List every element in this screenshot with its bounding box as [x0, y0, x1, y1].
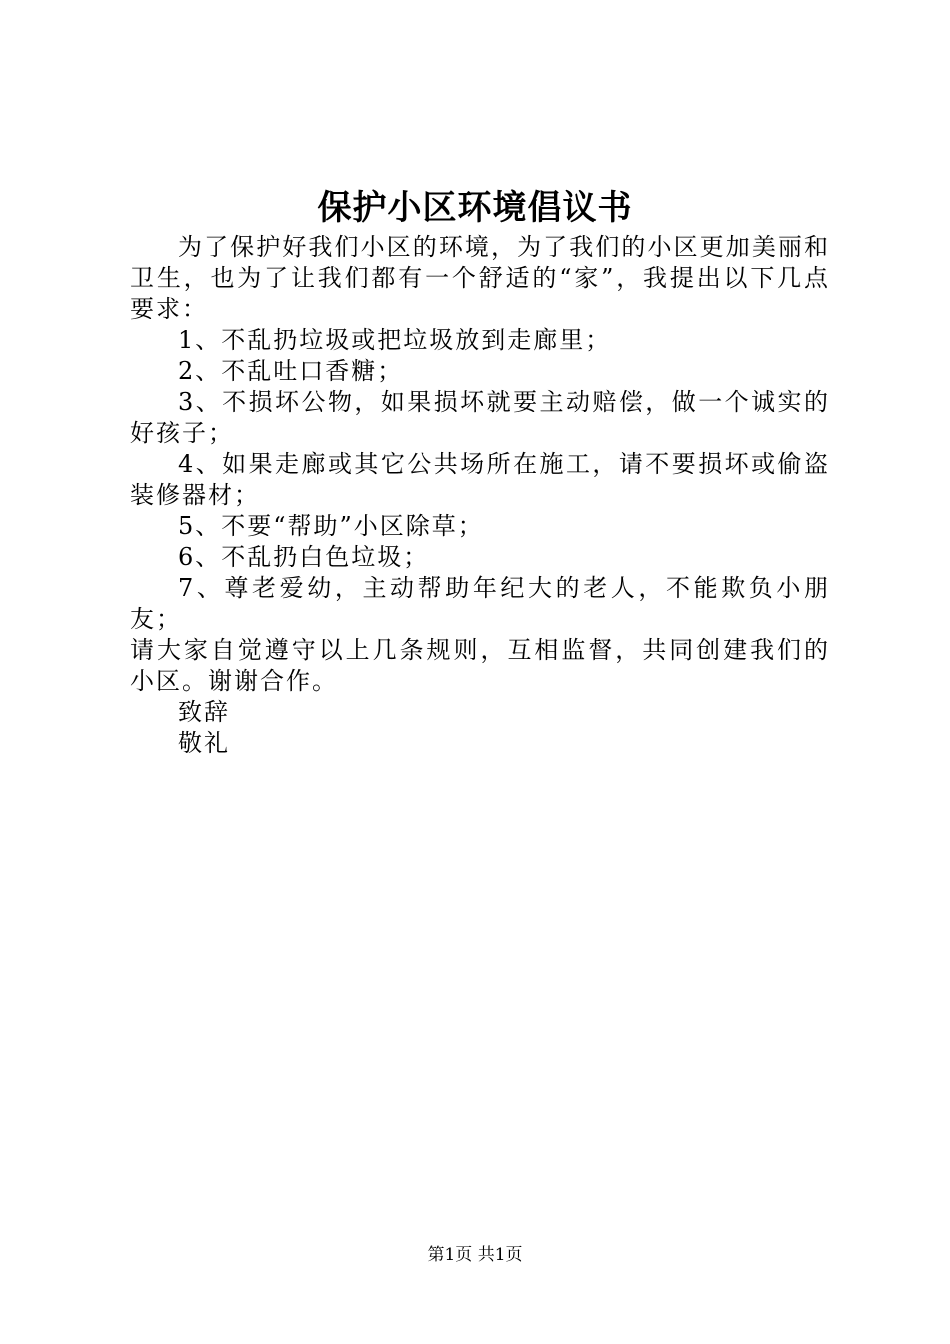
- page-footer: 第1页 共1页: [427, 1245, 523, 1265]
- rule-item-4: 4、如果走廊或其它公共场所在施工，请不要损坏或偷盗装修器材；: [130, 450, 830, 509]
- closing-paragraph: 请大家自觉遵守以上几条规则，互相监督，共同创建我们的小区。谢谢合作。: [130, 636, 830, 695]
- rule-item-3: 3、不损坏公物，如果损坏就要主动赔偿，做一个诚实的好孩子；: [130, 388, 830, 447]
- rule-item-7: 7、尊老爱幼，主动帮助年纪大的老人，不能欺负小朋友；: [130, 574, 830, 633]
- rule-item-2: 2、不乱吐口香糖；: [178, 357, 404, 385]
- document-title: 保护小区环境倡议书: [317, 188, 633, 228]
- rule-item-6: 6、不乱扔白色垃圾；: [178, 543, 430, 571]
- sign-off-2: 敬礼: [178, 729, 230, 757]
- rule-item-1: 1、不乱扔垃圾或把垃圾放到走廊里；: [178, 326, 612, 354]
- sign-off-1: 致辞: [178, 698, 230, 726]
- intro-paragraph: 为了保护好我们小区的环境，为了我们的小区更加美丽和卫生，也为了让我们都有一个舒适的“家”，我提出以下几点要求：: [130, 233, 830, 323]
- rule-item-5: 5、不要“帮助”小区除草；: [178, 512, 484, 540]
- document-body: [130, 232, 830, 759]
